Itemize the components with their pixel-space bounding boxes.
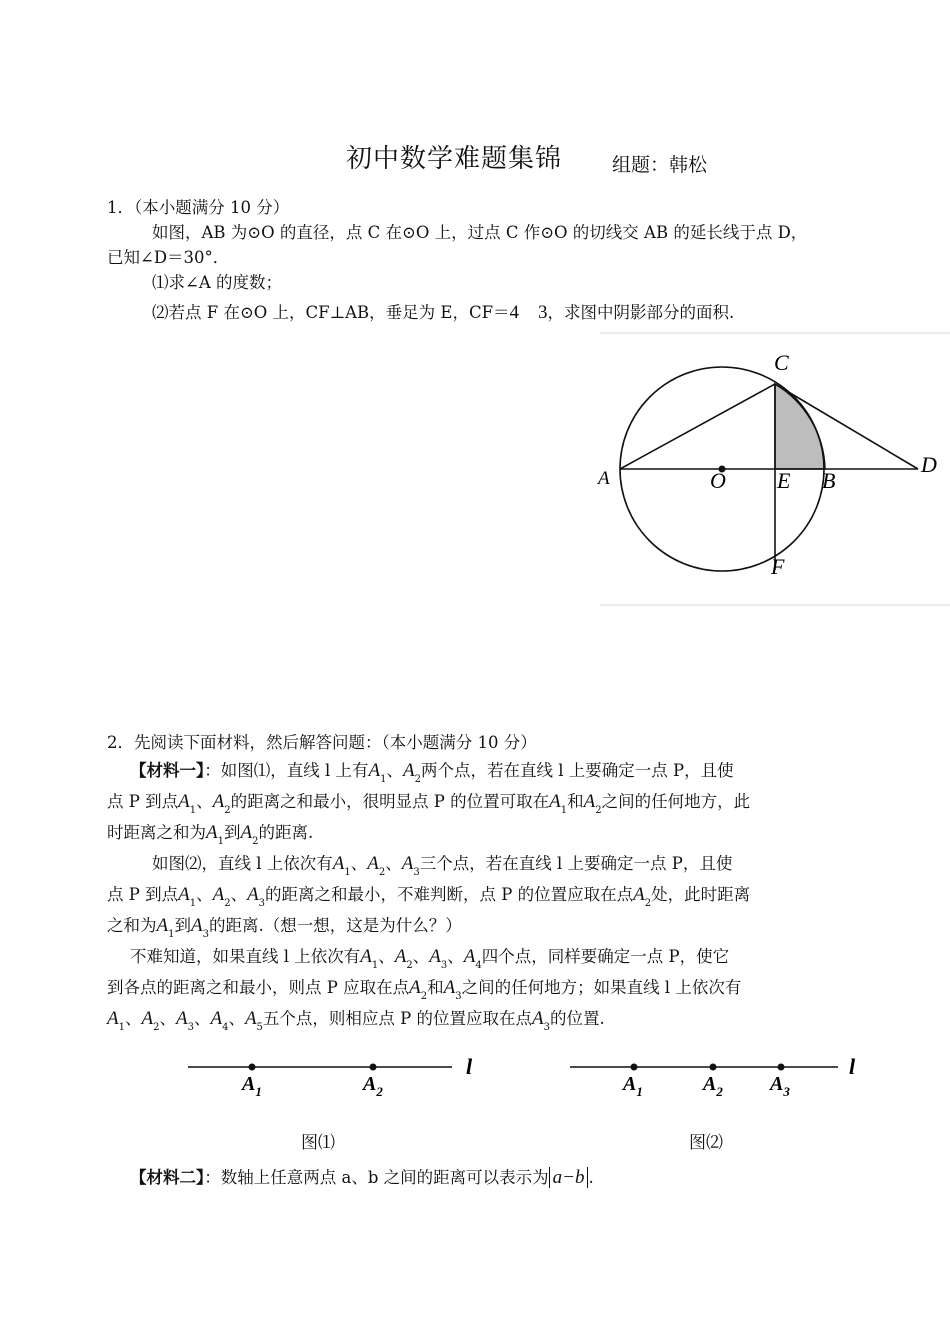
label-a1: $A_1$	[242, 1073, 262, 1099]
symbol-a: A	[403, 760, 415, 781]
label-a1: $A_1$	[623, 1073, 643, 1099]
symbol-a: A	[107, 1008, 119, 1029]
q2-m1-line3	[107, 822, 314, 847]
q2-m1-line1	[130, 760, 734, 785]
sub: 2	[153, 1022, 160, 1033]
sub: 3	[440, 960, 448, 971]
figure-2-caption: 图⑵	[689, 1133, 723, 1152]
text: 点 P 到点	[107, 885, 179, 904]
text: 、	[193, 1009, 211, 1028]
sub: 2	[420, 991, 428, 1002]
symbol-a: A	[583, 791, 596, 812]
symbol-a: A	[141, 1008, 154, 1029]
label-d: D	[921, 452, 937, 477]
shaded-region	[775, 384, 825, 469]
sub: 2	[595, 805, 602, 816]
figure-2-number-line	[562, 1052, 872, 1107]
text: 的距离.（想一想，这是为什么？）	[208, 916, 462, 935]
q1-line2: 已知∠D＝30°．	[107, 248, 230, 267]
sub: 1	[168, 929, 175, 940]
symbol-a: A	[240, 822, 253, 843]
text: 和	[427, 978, 444, 997]
sub: 2	[224, 805, 231, 816]
text: 处，此时距离	[651, 885, 751, 904]
sub: 2	[378, 867, 386, 878]
text: 、	[378, 947, 395, 966]
author-line: 组题：韩松	[612, 154, 708, 176]
text: 、	[447, 947, 464, 966]
material-two-tag: 【材料二】	[130, 1168, 205, 1187]
text: 四个点，同样要确定一点 P，使它	[481, 947, 730, 966]
symbol-a: A	[549, 791, 561, 812]
q1-part2-post: ，求图中阴影部分的面积.	[547, 303, 735, 322]
text: 如图⑵，直线 l 上依次有	[152, 854, 333, 873]
text: 时距离之和为	[107, 823, 206, 842]
symbol-a: A	[178, 884, 190, 905]
q2-m1-line2	[107, 791, 751, 816]
text: 、	[159, 1009, 176, 1028]
sub: 3	[455, 991, 462, 1002]
symbol-a: A	[368, 760, 381, 781]
symbol-a: A	[212, 791, 225, 812]
q2-heading: 2．先阅读下面材料，然后解答问题：（本小题满分 10 分）	[107, 733, 537, 752]
q2-m1-line6	[107, 915, 462, 940]
symbol-a: A	[178, 791, 190, 812]
point-a1	[631, 1064, 638, 1071]
symbol-a: A	[210, 1008, 223, 1029]
sub: 2	[406, 960, 413, 971]
figure-1-number-line	[180, 1052, 490, 1107]
sub: 1	[371, 960, 379, 971]
text: 和	[567, 792, 584, 811]
text: 不难知道，如果直线 l 上依次有	[130, 947, 361, 966]
page-title: 初中数学难题集锦	[346, 144, 563, 174]
symbol-a: A	[429, 946, 441, 967]
text: 的位置.	[550, 1009, 605, 1028]
symbol-a: A	[360, 946, 372, 967]
text: 、	[412, 947, 430, 966]
q2-m1-line8	[107, 977, 742, 1002]
symbol-a: A	[409, 977, 421, 998]
text: 、	[196, 885, 213, 904]
text: 之间的任何地方；如果直线 l 上依次有	[461, 978, 742, 997]
line-label-l: l	[466, 1054, 473, 1079]
symbol-a: A	[190, 915, 203, 936]
text: 之间的任何地方，此	[601, 792, 751, 811]
sub: 1	[217, 836, 224, 847]
q1-part1: ⑴求∠A 的度数；	[152, 273, 282, 292]
point-a1	[249, 1064, 256, 1071]
text: 的距离.	[258, 823, 314, 842]
symbol-a: A	[633, 884, 645, 905]
text: 、	[124, 1009, 142, 1028]
sub: 2	[252, 836, 259, 847]
point-a2	[370, 1064, 377, 1071]
q2-m1-line5	[107, 884, 751, 909]
sub: 1	[380, 774, 387, 785]
q1-part2-value: 4 3	[509, 302, 548, 323]
point-a2	[710, 1064, 717, 1071]
chord-ac	[620, 384, 775, 469]
q2-m1-line7	[130, 946, 730, 971]
label-e: E	[777, 468, 791, 493]
text: 、	[228, 1009, 245, 1028]
text: 两个点，若在直线 l 上要确定一点 P，且使	[421, 761, 734, 780]
text: 、	[350, 854, 368, 873]
sub: 1	[560, 805, 568, 816]
material-two-end: .	[588, 1168, 594, 1187]
symbol-a: A	[367, 853, 379, 874]
q2-m2-line	[130, 1167, 594, 1189]
sub: 2	[414, 774, 421, 785]
q1-heading: 1．（本小题满分 10 分）	[107, 198, 290, 217]
text: ：如图⑴，直线 l 上有	[204, 761, 369, 780]
q2-m1-line9	[107, 1008, 605, 1033]
text: 点 P 到点	[107, 792, 179, 811]
text: 、	[386, 761, 404, 780]
symbol-a: A	[463, 946, 476, 967]
label-a2: $A_2$	[363, 1073, 383, 1099]
sub: 4	[475, 960, 482, 971]
sub: 1	[118, 1022, 125, 1033]
symbol-a: A	[443, 977, 456, 998]
text: 到	[174, 916, 191, 935]
material-two-text: ：数轴上任意两点 a、b 之间的距离可以表示为	[204, 1168, 549, 1187]
text: 的距离之和最小，很明显点 P 的位置可取在	[230, 792, 550, 811]
sub: 3	[413, 867, 420, 878]
q1-part2-pre: ⑵若点 F 在⊙O 上，CF⊥AB，垂足为 E，CF＝	[152, 303, 510, 322]
text: 五个点，则相应点 P 的位置应取在点	[262, 1009, 533, 1028]
symbol-a: A	[212, 884, 225, 905]
point-a3	[778, 1064, 785, 1071]
text: 到各点的距离之和最小，则点 P 应取在点	[107, 978, 410, 997]
sub: 1	[189, 898, 197, 909]
q1-part2	[152, 302, 734, 324]
text: 之和为	[107, 916, 157, 935]
text: 的距离之和最小，不难判断，点 P 的位置应取在点	[265, 885, 634, 904]
q1-line1: 如图，AB 为⊙O 的直径，点 C 在⊙O 上，过点 C 作⊙O 的切线交 AB 的延长线于点 D，	[152, 223, 808, 242]
symbol-a: A	[206, 822, 218, 843]
sub: 2	[224, 898, 231, 909]
label-a3: $A_3$	[770, 1073, 790, 1099]
symbol-a: A	[401, 853, 414, 874]
symbol-a: A	[175, 1008, 188, 1029]
label-b: B	[822, 468, 836, 493]
text: 到	[223, 823, 241, 842]
line-label-l: l	[849, 1054, 856, 1079]
symbol-a: A	[394, 946, 407, 967]
text: 、	[196, 792, 213, 811]
symbol-a: A	[332, 853, 345, 874]
label-a: A	[598, 468, 610, 489]
q2-m1-line4	[152, 853, 733, 878]
abs-expression: a−b	[549, 1167, 589, 1188]
sub: 5	[256, 1022, 263, 1033]
symbol-a: A	[247, 884, 259, 905]
sub: 1	[189, 805, 197, 816]
material-one-tag: 【材料一】	[130, 761, 205, 780]
sub: 3	[187, 1022, 194, 1033]
symbol-a: A	[244, 1008, 257, 1029]
sub: 3	[543, 1022, 550, 1033]
q1-circle-figure	[600, 332, 950, 608]
figure-1-caption: 图⑴	[301, 1133, 335, 1152]
text: 、	[230, 885, 248, 904]
text: 、	[385, 854, 402, 873]
symbol-a: A	[532, 1008, 544, 1029]
sub: 3	[258, 898, 266, 909]
label-f: F	[771, 554, 785, 579]
sub: 3	[202, 929, 209, 940]
label-a2: $A_2$	[703, 1073, 723, 1099]
symbol-a: A	[156, 915, 169, 936]
sub: 2	[644, 898, 652, 909]
label-c: C	[774, 350, 789, 375]
label-o: O	[710, 468, 726, 493]
sub: 1	[344, 867, 351, 878]
text: 三个点，若在直线 l 上要确定一点 P，且使	[419, 854, 733, 873]
sub: 4	[222, 1022, 229, 1033]
